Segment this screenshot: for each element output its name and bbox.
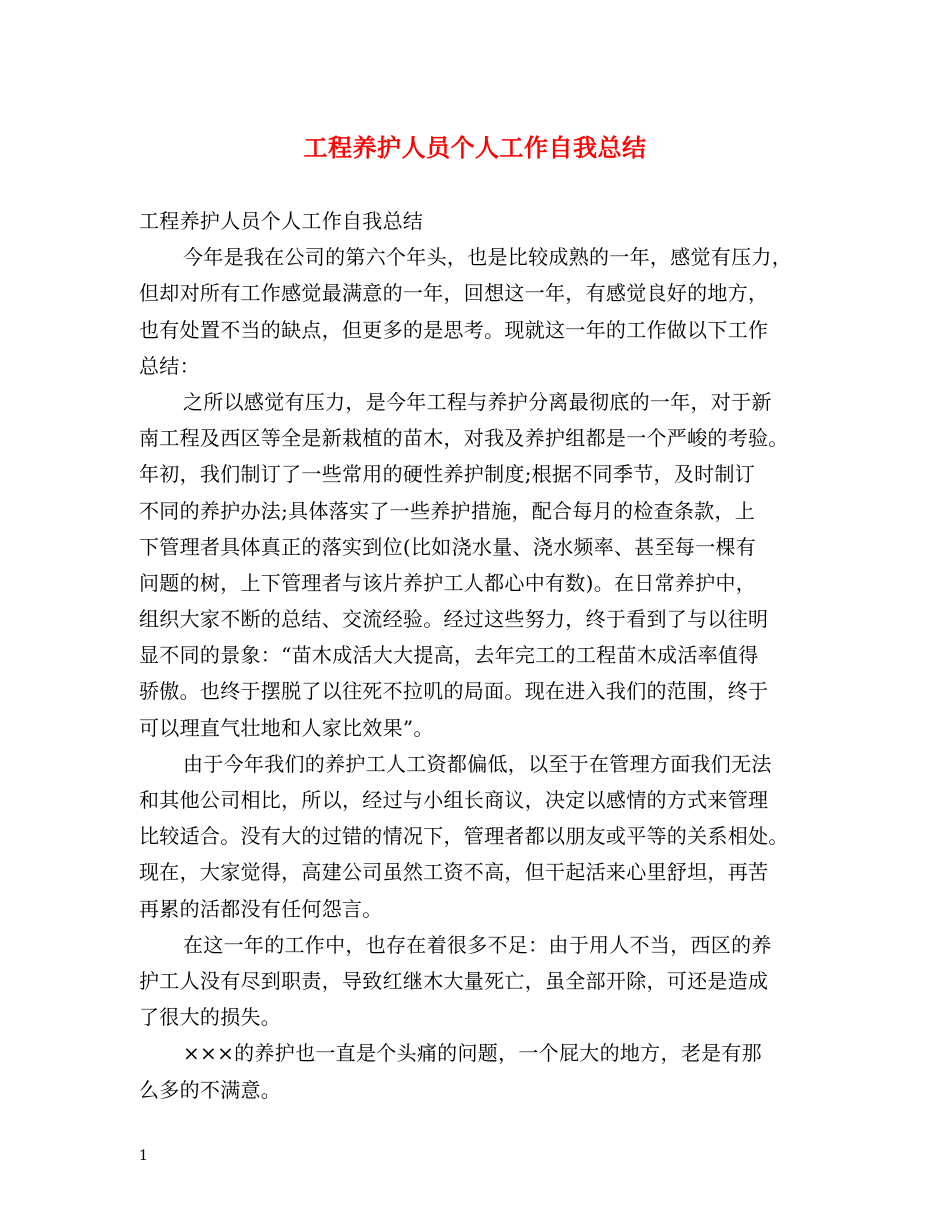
document-title: 工程养护人员个人工作自我总结 xyxy=(303,133,647,162)
text-line: 了很大的损失。 xyxy=(139,1005,282,1030)
text-line: 再累的活都没有任何怨言。 xyxy=(139,896,383,921)
text-line: ×××的养护也一直是个头痛的问题，一个屁大的地方，老是有那 xyxy=(183,1041,762,1066)
text-line: 和其他公司相比，所以，经过与小组长商议，决定以感情的方式来管理 xyxy=(139,788,769,812)
text-line: 比较适合。没有大的过错的情况下，管理者都以朋友或平等的关系相处。 xyxy=(139,824,789,849)
text-line: 但却对所有工作感觉最满意的一年，回想这一年，有感觉良好的地方， xyxy=(139,281,769,306)
text-line: 之所以感觉有压力，是今年工程与养护分离最彻底的一年，对于新 xyxy=(183,389,772,414)
text-line: 可以理直气壮地和人家比效果”。 xyxy=(139,715,434,740)
text-line: 工程养护人员个人工作自我总结 xyxy=(139,209,424,233)
document-body xyxy=(139,203,819,1108)
text-line: 骄傲。也终于摆脱了以往死不拉叽的局面。现在进入我们的范围，终于 xyxy=(139,679,769,704)
text-line: 现在，大家觉得，高建公司虽然工资不高，但干起活来心里舒坦，再苦 xyxy=(139,860,769,885)
page-number: 1 xyxy=(139,1148,148,1164)
text-line: 组织大家不断的总结、交流经验。经过这些努力，终于看到了与以往明 xyxy=(139,607,769,632)
text-line: 由于今年我们的养护工人工资都偏低，以至于在管理方面我们无法 xyxy=(183,751,772,776)
text-line: 不同的养护办法;具体落实了一些养护措施，配合每月的检查条款，上 xyxy=(139,498,756,523)
text-line: 南工程及西区等全是新栽植的苗木，对我及养护组都是一个严峻的考验。 xyxy=(139,426,789,451)
text-line: 也有处置不当的缺点，但更多的是思考。现就这一年的工作做以下工作 xyxy=(139,317,769,342)
text-line: 么多的不满意。 xyxy=(139,1077,282,1102)
text-line: 下管理者具体真正的落实到位(比如浇水量、浇水频率、甚至每一棵有 xyxy=(139,534,757,559)
text-line: 在这一年的工作中，也存在着很多不足：由于用人不当，西区的养 xyxy=(183,932,772,957)
text-line: 问题的树，上下管理者与该片养护工人都心中有数)。在日常养护中， xyxy=(139,570,757,595)
text-line: 护工人没有尽到职责，导致红继木大量死亡，虽全部开除，可还是造成 xyxy=(139,968,769,993)
text-line: 今年是我在公司的第六个年头，也是比较成熟的一年，感觉有压力， xyxy=(183,245,792,270)
text-line: 总结： xyxy=(139,353,200,378)
text-line: 显不同的景象：“苗木成活大大提高，去年完工的工程苗木成活率值得 xyxy=(139,643,759,668)
text-line: 年初，我们制订了一些常用的硬性养护制度;根据不同季节，及时制订 xyxy=(139,462,756,487)
